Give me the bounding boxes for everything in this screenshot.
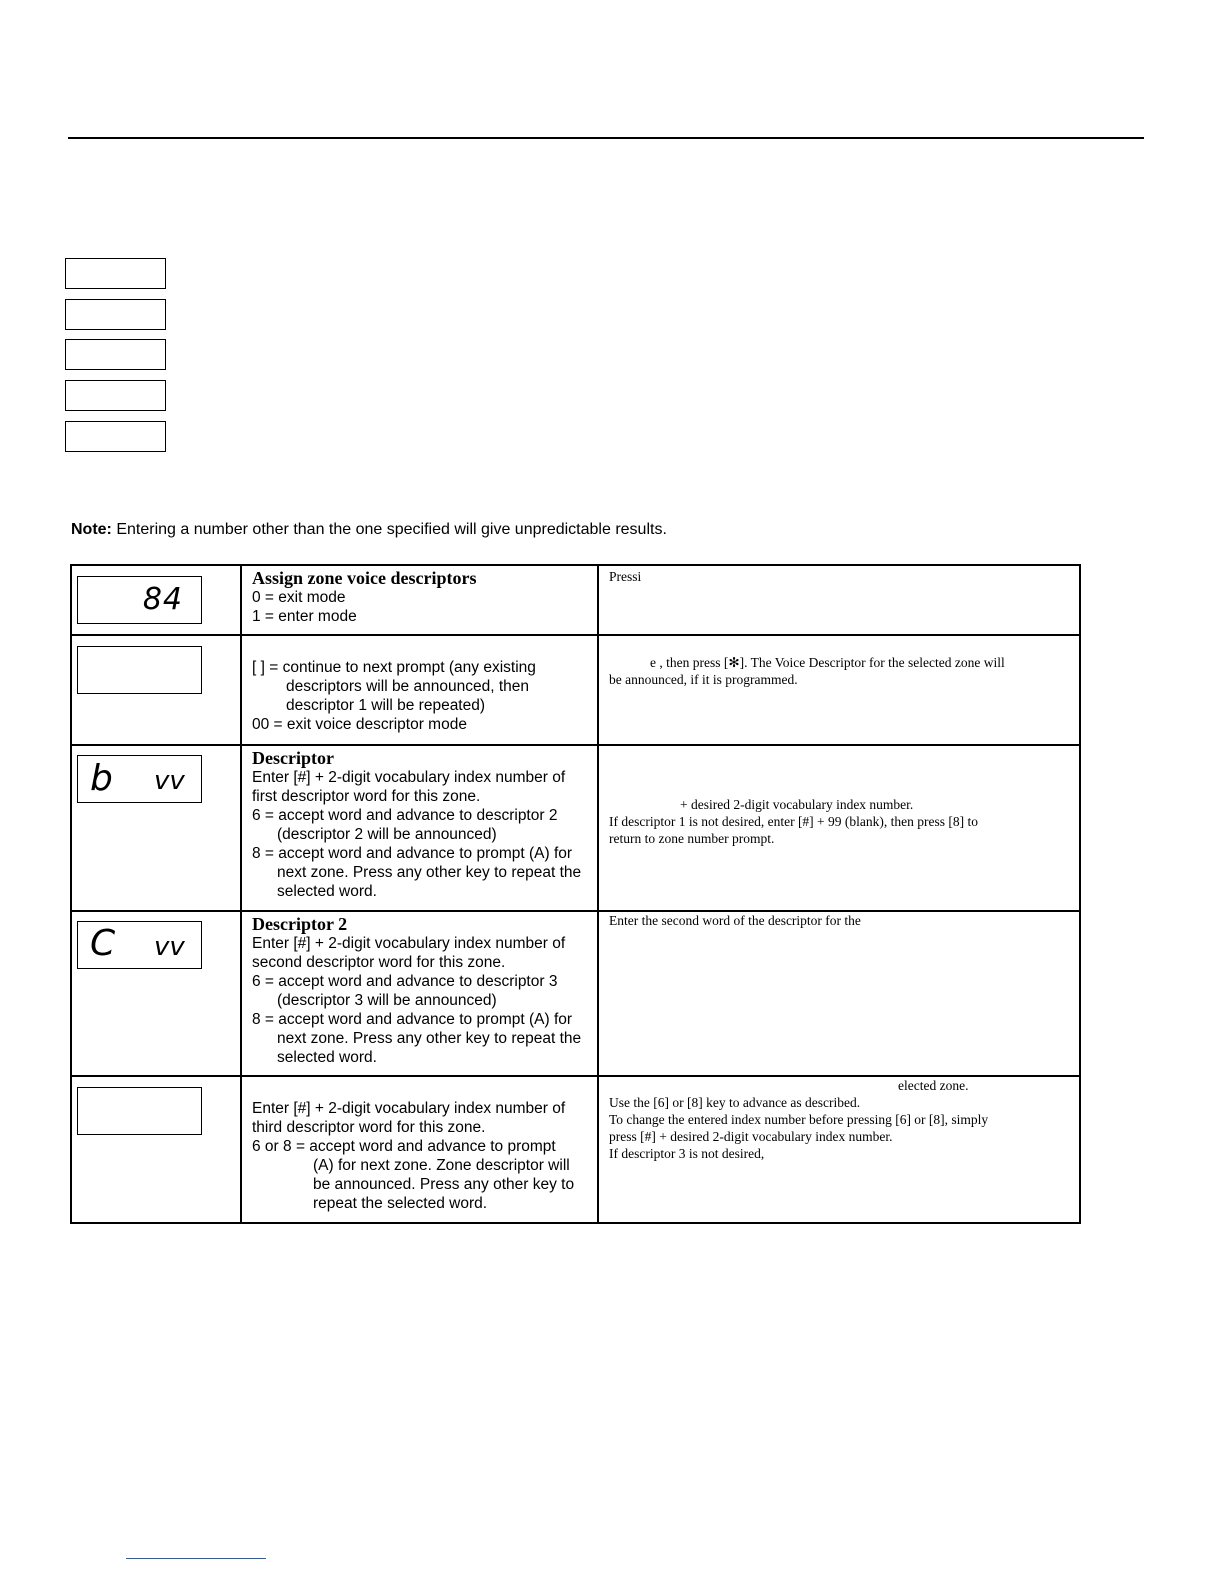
- description-cell: [241, 911, 598, 1076]
- row-line: first descriptor word for this zone.: [252, 788, 481, 805]
- notes-line: be announced, if it is programmed.: [609, 672, 798, 687]
- row-line: 1 = enter mode: [252, 608, 357, 625]
- note-text: Entering a number other than the one specified will give unpredictable results.: [111, 521, 667, 538]
- row-line: next zone. Press any other key to repeat the: [277, 1030, 582, 1047]
- row-line: 00 = exit voice descriptor mode: [252, 716, 467, 733]
- notes-line: e , then press [✻]. The Voice Descriptor for the selected zone will: [650, 655, 1005, 670]
- keypad-display: [77, 646, 202, 694]
- notes-line: Use the [6] or [8] key to advance as described.: [609, 1095, 861, 1110]
- row-line: third descriptor word for this zone.: [252, 1119, 486, 1136]
- row-line: 8 = accept word and advance to prompt (A) for: [252, 845, 573, 862]
- blank-field-box-5: [65, 421, 166, 452]
- notes-line: Pressi: [609, 569, 642, 584]
- table-row: [71, 635, 1080, 745]
- keypad-display: [77, 1087, 202, 1135]
- row-line: 6 = accept word and advance to descriptor 3: [252, 973, 558, 990]
- row-line: 8 = accept word and advance to prompt (A) for: [252, 1011, 573, 1028]
- blank-field-box-2: [65, 299, 166, 330]
- display-cell: [71, 1076, 241, 1223]
- description-cell: [241, 635, 598, 745]
- keypad-display: [77, 755, 202, 803]
- description-cell: [241, 565, 598, 635]
- notes-line: + desired 2-digit vocabulary index number.: [680, 797, 914, 812]
- row-line: selected word.: [277, 1049, 377, 1066]
- footer-link-underline[interactable]: [126, 1558, 266, 1559]
- display-cell: [71, 635, 241, 745]
- display-prompt-letter: C: [90, 923, 116, 964]
- notes-cell: [598, 1076, 1080, 1223]
- row-line: (A) for next zone. Zone descriptor will: [313, 1157, 570, 1174]
- display-cell: [71, 745, 241, 911]
- table-row: [71, 1076, 1080, 1223]
- keypad-display: [77, 576, 202, 624]
- display-word-digits: vv: [154, 766, 185, 796]
- keypad-display: [77, 921, 202, 969]
- row-line: next zone. Press any other key to repeat the: [277, 864, 582, 881]
- row-line: be announced. Press any other key to: [313, 1176, 575, 1193]
- row-line: descriptor 1 will be repeated): [286, 697, 486, 714]
- notes-line: return to zone number prompt.: [609, 831, 775, 846]
- header-rule: [68, 137, 1144, 139]
- row-line: 6 = accept word and advance to descriptor 2: [252, 807, 558, 824]
- row-line: selected word.: [277, 883, 377, 900]
- row-line: repeat the selected word.: [313, 1195, 488, 1212]
- row-line: 6 or 8 = accept word and advance to prompt: [252, 1138, 556, 1155]
- table-row: [71, 745, 1080, 911]
- row-line: 0 = exit mode: [252, 589, 346, 606]
- notes-line: If descriptor 3 is not desired,: [609, 1146, 765, 1161]
- display-cell: [71, 911, 241, 1076]
- description-cell: [241, 1076, 598, 1223]
- row-line: second descriptor word for this zone.: [252, 954, 506, 971]
- row-title: Descriptor 2: [252, 914, 348, 934]
- row-line: [ ] = continue to next prompt (any existing: [252, 659, 536, 676]
- table-row: [71, 911, 1080, 1076]
- programming-table: [70, 564, 1081, 1224]
- row-line: descriptors will be announced, then: [286, 678, 529, 695]
- notes-line: press [#] + desired 2-digit vocabulary index number.: [609, 1129, 893, 1144]
- row-line: Enter [#] + 2-digit vocabulary index number of: [252, 769, 566, 786]
- display-code: 84: [142, 582, 183, 617]
- display-prompt-letter: b: [90, 758, 113, 799]
- notes-cell: [598, 745, 1080, 911]
- notes-line: Enter the second word of the descriptor for the: [609, 913, 861, 928]
- notes-cell: [598, 911, 1080, 1076]
- row-line: Enter [#] + 2-digit vocabulary index number of: [252, 935, 566, 952]
- notes-cell: [598, 635, 1080, 745]
- notes-line: elected zone.: [898, 1078, 969, 1093]
- notes-line: If descriptor 1 is not desired, enter [#] + 99 (blank), then press [8] to: [609, 814, 979, 829]
- display-word-digits: vv: [154, 932, 185, 962]
- blank-field-box-3: [65, 339, 166, 370]
- display-cell: [71, 565, 241, 635]
- row-title: Assign zone voice descriptors: [252, 568, 477, 588]
- notes-cell: [598, 565, 1080, 635]
- notes-line: To change the entered index number before pressing [6] or [8], simply: [609, 1112, 989, 1127]
- description-cell: [241, 745, 598, 911]
- row-line: (descriptor 2 will be announced): [277, 826, 497, 843]
- table-row: [71, 565, 1080, 635]
- note-paragraph: [71, 520, 667, 540]
- blank-field-box-4: [65, 380, 166, 411]
- row-title: Descriptor: [252, 748, 334, 768]
- blank-field-box-1: [65, 258, 166, 289]
- row-line: Enter [#] + 2-digit vocabulary index number of: [252, 1100, 566, 1117]
- row-line: (descriptor 3 will be announced): [277, 992, 497, 1009]
- note-label: Note:: [71, 521, 112, 538]
